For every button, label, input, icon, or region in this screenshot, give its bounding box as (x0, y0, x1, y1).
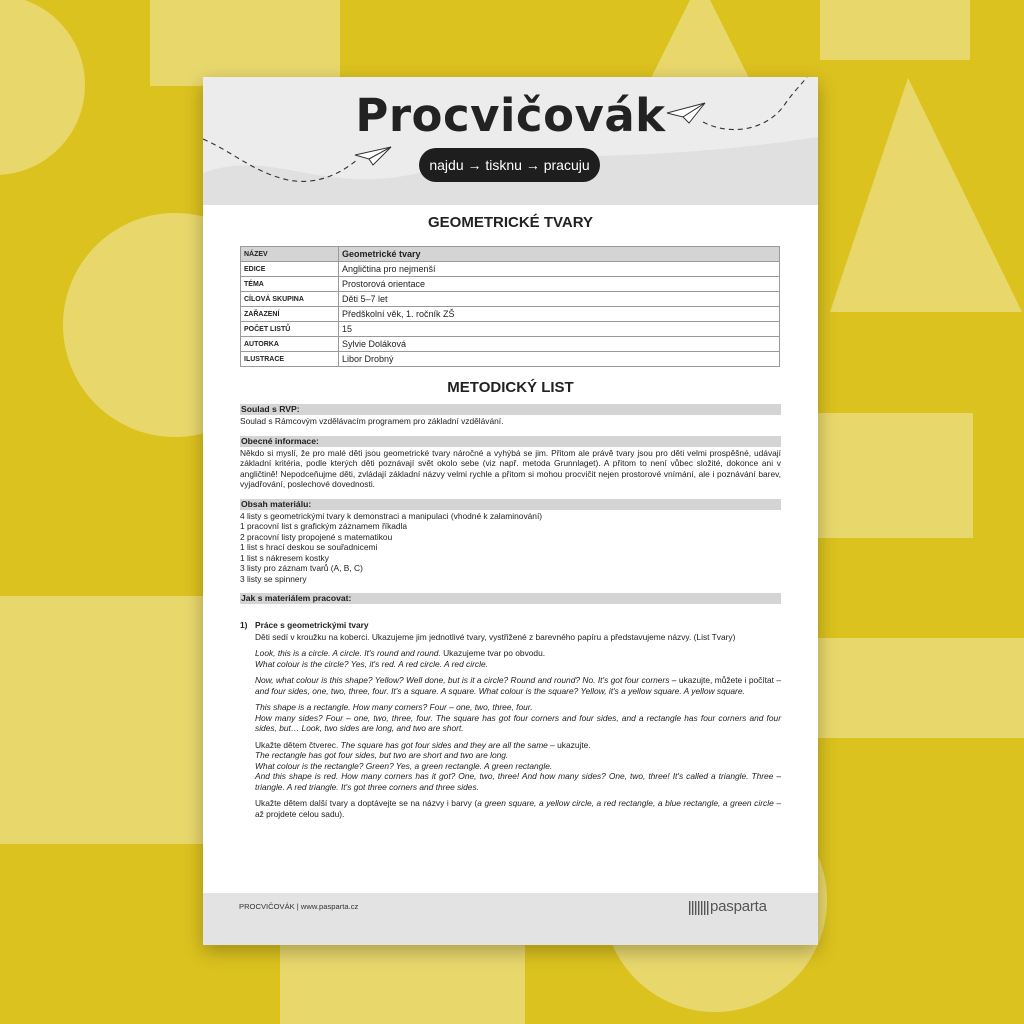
list-item: 3 listy se spinnery (240, 573, 307, 584)
table-value: 15 (339, 322, 780, 337)
table-key: CÍLOVÁ SKUPINA (241, 292, 339, 307)
english-text: The rectangle has got four sides, but two are short and two are long. (255, 750, 509, 760)
table-row (241, 247, 780, 262)
table-value: Sylvie Doláková (339, 337, 780, 352)
table-row (241, 337, 780, 352)
dialogue-paragraph (255, 648, 781, 669)
english-text: What colour is the circle? Yes, it's red. A red circle. A red circle. (255, 658, 488, 669)
list-item: 1 list s hrací deskou se souřadnicemi (240, 542, 378, 552)
english-text: And this shape is red. How many corners has it got? One, two, three! And how many sides? One, two, three! It's called a triangle. Three – triangle. A red triangle. It's got three corners and three sides. (255, 771, 781, 792)
czech-text: Ukažte dětem další tvary a doptávejte se na názvy i barvy ( (255, 798, 478, 808)
metadata-table (240, 246, 780, 367)
table-row (241, 292, 780, 307)
item-number: 1) (240, 620, 248, 630)
page-footer (203, 893, 818, 945)
czech-text: – ukazujte. (547, 739, 591, 750)
section-heading: Soulad s RVP: (240, 404, 781, 415)
item-intro: Děti sedí v kroužku na koberci. Ukazujeme jim jednotlivé tvary, vystřižené z barevného papíru a představujeme názvy. (List Tvary) (255, 631, 736, 642)
table-key: NÁZEV (241, 247, 339, 262)
dialogue-paragraph (255, 675, 781, 696)
list-item: 2 pracovní listy propojené s matematikou (240, 531, 393, 542)
table-row (241, 307, 780, 322)
barcode-icon (689, 901, 709, 915)
table-row (241, 277, 780, 292)
table-value: Prostorová orientace (339, 277, 780, 292)
brand-title: Procvičovák (355, 89, 666, 142)
section-heading: Obecné informace: (240, 436, 781, 447)
table-row (241, 262, 780, 277)
section-text: Někdo si myslí, že pro malé děti jsou geometrické tvary náročné a vyhýbá se jim. Přitom ale právě tvary jsou pro děti velmi prospěšné, udávají základní kritéria, podle kterých děti poznávají svět okolo sebe (viz např. metoda Grunnlaget). A přitom to není vůbec složité, dokonce ani v angličtině! Nepodceňujme děti, zvládají základní názvy velmi rychle a přitom si mohou procvičit nejen prostorové vnímání, ale i poznávání barev, vyjadřování, poslechové dovednosti. (240, 447, 781, 489)
english-text: How many sides? Four – one, two, three, four. The square has got four corners and four sides, and a rectangle has four corners and four sides, but… Look, two sides are long, and two are short. (255, 712, 781, 733)
dialogue-paragraph (255, 702, 781, 734)
table-value: Libor Drobný (339, 352, 780, 367)
list-item: 4 listy s geometrickými tvary k demonstraci a manipulaci (vhodné k zalaminování) (240, 510, 543, 521)
czech-text: Ukažte dětem čtverec. (255, 739, 341, 750)
dialogue-paragraph (255, 740, 781, 793)
table-value: Děti 5–7 let (339, 292, 780, 307)
czech-text: Ukazujeme tvar po obvodu. (440, 648, 546, 658)
english-text: What colour is the rectangle? Green? Yes, a green rectangle. A green rectangle. (255, 760, 553, 771)
logo-wordmark: pasparta (710, 898, 767, 915)
paper-plane-icon (355, 147, 391, 165)
tagline-pill: najdu → tisknu → pracuju (419, 148, 600, 182)
method-content (240, 404, 781, 819)
english-text: and four sides, one, two, three, four. It's a square. A square. What colour is the square? Yellow, it's a yellow square. A yellow square. (255, 685, 745, 696)
table-key: ILUSTRACE (241, 352, 339, 367)
item-title: Práce s geometrickými tvary (255, 620, 369, 630)
table-row (241, 352, 780, 367)
table-value: Angličtina pro nejmenší (339, 262, 780, 277)
dialogue-paragraph (255, 798, 781, 819)
english-text: Look, this is a circle. A circle. It's round and round. (255, 648, 441, 658)
table-key: TÉMA (241, 277, 339, 292)
table-key: ZAŘAZENÍ (241, 307, 339, 322)
activity-item (240, 620, 781, 819)
document-title: GEOMETRICKÉ TVARY (427, 214, 593, 231)
table-value: Předškolní věk, 1. ročník ZŠ (339, 307, 780, 322)
english-text: The square has got four sides and they are all the same (340, 739, 548, 750)
english-text: a green square, a yellow circle, a red rectangle, a blue rectangle, a green circle (477, 798, 774, 808)
czech-text: – až projdete celou sadu). (255, 798, 781, 819)
table-key: POČET LISTŮ (241, 322, 339, 337)
section-heading: Obsah materiálu: (240, 499, 781, 510)
table-key: AUTORKA (241, 337, 339, 352)
table-row (241, 322, 780, 337)
section-text: Soulad s Rámcovým vzdělávacím programem pro základní vzdělávání. (240, 416, 504, 426)
english-text: Now, what colour is this shape? Yellow? Well done, but is it a circle? Round and round? No. It's got four corners – (255, 675, 677, 685)
czech-text: ukazujte, můžete i počítat – (676, 675, 781, 685)
table-value: Geometrické tvary (339, 247, 780, 262)
header-banner (203, 77, 818, 205)
footer-text: PROCVIČOVÁK | www.pasparta.cz (239, 902, 359, 911)
list-item: 1 list s nákresem kostky (240, 552, 329, 563)
list-item: 1 pracovní list s grafickým záznamem říkadla (240, 521, 408, 531)
worksheet-page (203, 77, 818, 945)
materials-list (240, 511, 781, 585)
list-item: 3 listy pro záznam tvarů (A, B, C) (240, 563, 363, 573)
section-heading: Jak s materiálem pracovat: (240, 593, 781, 604)
method-title: METODICKÝ LIST (447, 379, 574, 396)
table-key: EDICE (241, 262, 339, 277)
english-text: This shape is a rectangle. How many corners? Four – one, two, three, four. (255, 702, 533, 712)
